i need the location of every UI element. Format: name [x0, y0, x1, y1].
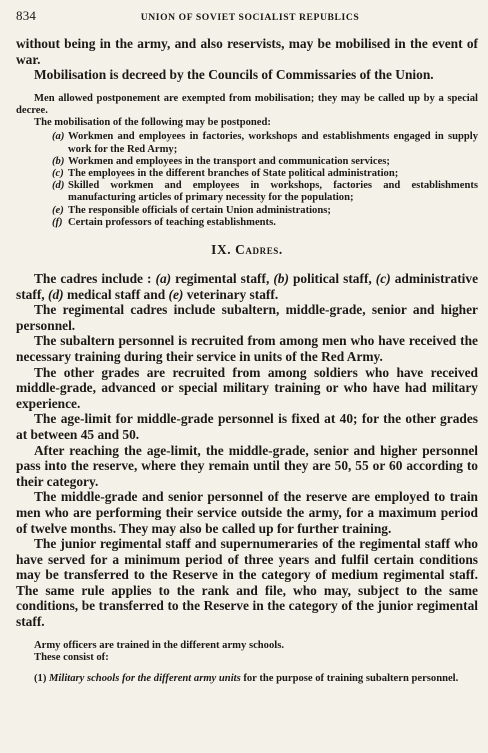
cadres-text: political staff, [288, 271, 376, 287]
list-item [52, 156, 478, 168]
cadres-text: administrative staff, [16, 271, 479, 302]
running-header [16, 8, 478, 28]
section-number: IX. [211, 242, 232, 258]
paragraph-mobilisation-decree: Mobilisation is decreed by the Councils of Commissaries of the Union. [34, 67, 434, 83]
section-heading [16, 242, 478, 258]
paragraph-subaltern-personnel: The subaltern personnel is recruited from among men who have received the necessary training during their service in units of the Red Army. [16, 333, 478, 364]
paragraph-war-mobilisation: without being in the army, and also reservists, may be mobilised in the event of war. [16, 36, 478, 67]
list-item [52, 217, 478, 229]
running-title: UNION OF SOVIET SOCIALIST REPUBLICS [140, 12, 360, 23]
schools-item-1 [16, 673, 478, 685]
list-marker: (a) [52, 131, 65, 143]
cadres-marker: (a) [155, 271, 172, 287]
paragraph-reserve-transfer: After reaching the age-limit, the middle-grade, senior and higher personnel pass into the reserve, where they remain until they are 50, 55 or 60 according to their category. [16, 442, 478, 489]
list-item-text: The employees in the different branches of State political administration; [68, 168, 399, 179]
cadres-text: medical staff and [63, 286, 169, 302]
note-schools-consist: These consist of: [34, 651, 109, 663]
note-army-schools: Army officers are trained in the different army schools. [34, 639, 284, 651]
list-item-text: Skilled workmen and employees in workshops, factories and establishments manufacturing articles of primary necessity for the population; [68, 180, 478, 204]
list-item-text: Workmen and employees in the transport and communication services; [68, 155, 390, 167]
paragraph-regimental-cadres: The regimental cadres include subaltern, middle-grade, senior and higher personnel. [16, 302, 478, 333]
page-number: 834 [16, 8, 37, 23]
paragraph-reserve-training: The middle-grade and senior personnel of the reserve are employed to train men who are performing their service outside the army, for a maximum period of twelve months. They may also be called up for further training. [16, 489, 478, 536]
schools-item-marker: (1) [34, 673, 47, 685]
list-item-text: Workmen and employees in factories, workshops and establishments engaged in supply work for the Red Army; [68, 131, 478, 155]
list-item [52, 131, 478, 155]
list-marker: (f) [52, 216, 63, 228]
list-item-text: Certain professors of teaching establishments. [68, 216, 276, 228]
section-title: Cadres. [235, 242, 283, 258]
paragraph-age-limit: The age-limit for middle-grade personnel is fixed at 40; for the other grades at between 45 and 50. [16, 411, 478, 442]
paragraph-other-grades: The other grades are recruited from among soldiers who have received middle-grade, advanced or special military training or who have had military experience. [16, 364, 478, 411]
list-item [52, 180, 478, 204]
list-marker: (c) [52, 168, 64, 179]
list-marker: (d) [52, 180, 65, 192]
note-postponed-intro: The mobilisation of the following may be postponed: [34, 117, 271, 129]
list-item [52, 205, 478, 217]
cadres-marker: (c) [375, 271, 391, 287]
cadres-text: veterinary staff. [183, 286, 279, 302]
list-item [52, 168, 478, 180]
cadres-marker: (b) [273, 271, 289, 287]
paragraph-cadres-include [16, 271, 478, 302]
cadres-marker: (d) [47, 286, 64, 302]
postponed-list [16, 131, 478, 229]
schools-item-italic: Military schools for the different army units [49, 673, 241, 685]
list-marker: (e) [52, 204, 64, 216]
list-marker: (b) [52, 155, 65, 167]
cadres-text: The cadres include : [34, 271, 156, 287]
cadres-text: regimental staff, [171, 271, 274, 287]
paragraph-junior-staff: The junior regimental staff and supernumeraries of the regimental staff who have served for a minimum period of three years and fulfil certain conditions may be transferred to the Reserve in the category of medium regimental staff. The same rule applies to the rank and file, who may, subject to the same conditions, be transferred to the Reserve in the category of the junior regimental staff. [16, 536, 478, 630]
list-item-text: The responsible officials of certain Union administrations; [68, 204, 331, 216]
schools-item-text: for the purpose of training subaltern personnel. [240, 673, 459, 685]
cadres-marker: (e) [168, 286, 184, 302]
note-postponement-exemption: Men allowed postponement are exempted from mobilisation; they may be called up by a special decree. [16, 92, 478, 116]
